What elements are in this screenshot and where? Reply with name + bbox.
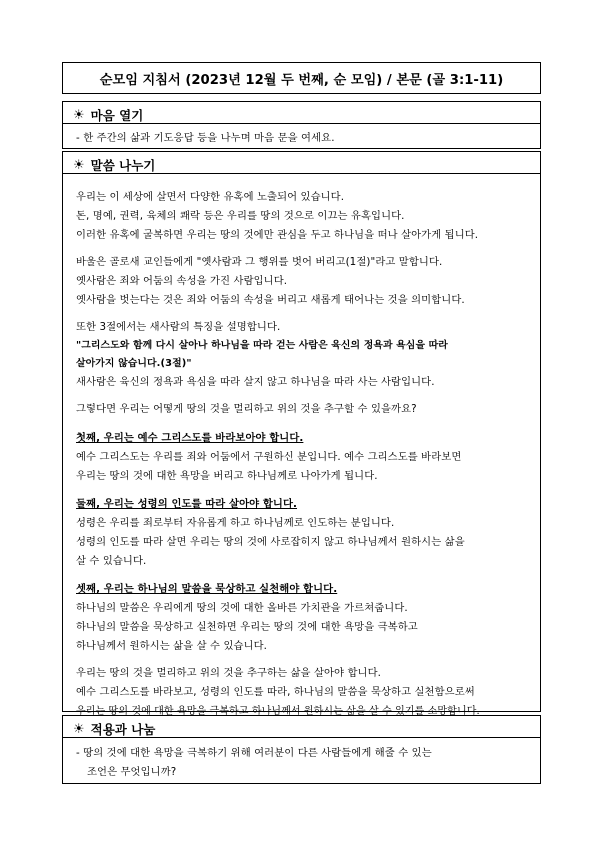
paragraph-line: 하나님께서 원하시는 삶을 살 수 있습니다.: [76, 640, 268, 652]
paragraph-line: 우리는 이 세상에 살면서 다양한 유혹에 노출되어 있습니다.: [76, 191, 345, 203]
paragraph-line: 옛사람을 벗는다는 것은 죄와 어둠의 속성을 버리고 새롭게 태어나는 것을 의미합니다.: [76, 294, 465, 306]
scripture-quote: 살아가지 않습니다.(3절)": [76, 358, 192, 369]
section-divider: [63, 737, 540, 738]
apply-line: 조언은 무엇입니까?: [87, 766, 177, 778]
paragraph-line: 하나님의 말씀은 우리에게 땅의 것에 대한 올바른 가치관을 가르쳐줍니다.: [76, 602, 408, 614]
sun-icon: ☀: [73, 721, 85, 737]
paragraph-line: 하나님의 말씀을 묵상하고 실천하면 우리는 땅의 것에 대한 욕망을 극복하고: [76, 621, 418, 633]
paragraph-line: 예수 그리스도는 우리를 죄와 어둠에서 구원하신 분입니다. 예수 그리스도를 바라보면: [76, 451, 462, 463]
section-word: [62, 151, 541, 717]
paragraph-line: 옛사람은 죄와 어둠의 속성을 가진 사람입니다.: [76, 275, 288, 287]
paragraph-line: 이러한 유혹에 굴복하면 우리는 땅의 것에만 관심을 두고 하나님을 떠나 살아가게 됩니다.: [76, 229, 479, 241]
apply-line: - 땅의 것에 대한 욕망을 극복하기 위해 여러분이 다른 사람들에게 해줄 수 있는: [76, 747, 432, 759]
paragraph-line: 성령은 우리를 죄로부터 자유롭게 하고 하나님께로 인도하는 분입니다.: [76, 517, 395, 529]
point-heading: 둘째, 우리는 성령의 인도를 따라 살아야 합니다.: [76, 498, 298, 510]
point-heading: 셋째, 우리는 하나님의 말씀을 묵상하고 실천해야 합니다.: [76, 583, 338, 595]
paragraph-line: 돈, 명예, 권력, 육체의 쾌락 등은 우리를 땅의 것으로 이끄는 유혹입니다.: [76, 210, 405, 222]
paragraph-line: 또한 3절에서는 새사람의 특징을 설명합니다.: [76, 321, 281, 333]
paragraph-line: 새사람은 육신의 정욕과 욕심을 따라 살지 않고 하나님을 따라 사는 사람입니다.: [76, 376, 435, 388]
point-heading: 첫째, 우리는 예수 그리스도를 바라보아야 합니다.: [76, 432, 304, 444]
title-box: [62, 62, 541, 94]
section-apply-header: [73, 720, 155, 738]
paragraph-line: 우리는 땅의 것에 대한 욕망을 버리고 하나님께로 나아가게 됩니다.: [76, 470, 378, 482]
opening-line: - 한 주간의 삶과 기도응답 등을 나누며 마음 문을 여세요.: [76, 132, 335, 144]
sun-icon: ☀: [73, 107, 85, 123]
section-apply: [62, 715, 541, 784]
section-opening: [62, 101, 541, 149]
sun-icon: ☀: [73, 157, 85, 173]
paragraph-line: 바울은 골로새 교인들에게 "옛사람과 그 행위를 벗어 버리고(1절)"라고 말합니다.: [76, 256, 443, 268]
section-opening-header: [73, 106, 143, 124]
section-divider: [63, 173, 540, 174]
paragraph-line: 예수 그리스도를 바라보고, 성령의 인도를 따라, 하나님의 말씀을 묵상하고 실천함으로써: [76, 686, 475, 698]
paragraph-line: 살 수 있습니다.: [76, 555, 147, 567]
section-word-heading: 말씀 나누기: [90, 158, 156, 173]
paragraph-line: 우리는 땅의 것에 대한 욕망을 극복하고 하나님께서 원하시는 삶을 살 수 있기를 소망합니다.: [76, 706, 480, 717]
paragraph-line: 성령의 인도를 따라 살면 우리는 땅의 것에 사로잡히지 않고 하나님께서 원하시는 삶을: [76, 536, 465, 548]
scripture-quote: "그리스도와 함께 다시 살아나 하나님을 따라 걷는 사람은 육신의 정욕과 욕심을 따라: [76, 340, 448, 351]
paragraph-line: 우리는 땅의 것을 멀리하고 위의 것을 추구하는 삶을 살아야 합니다.: [76, 667, 381, 679]
section-opening-heading: 마음 열기: [90, 108, 144, 123]
section-apply-heading: 적용과 나눔: [90, 722, 156, 737]
section-word-header: [73, 156, 155, 174]
document-title: 순모임 지침서 (2023년 12월 두 번째, 순 모임) / 본문 (골 3:1-11): [99, 72, 504, 88]
question-line: 그렇다면 우리는 어떻게 땅의 것을 멀리하고 위의 것을 추구할 수 있을까요?: [76, 403, 417, 415]
section-divider: [63, 123, 540, 124]
